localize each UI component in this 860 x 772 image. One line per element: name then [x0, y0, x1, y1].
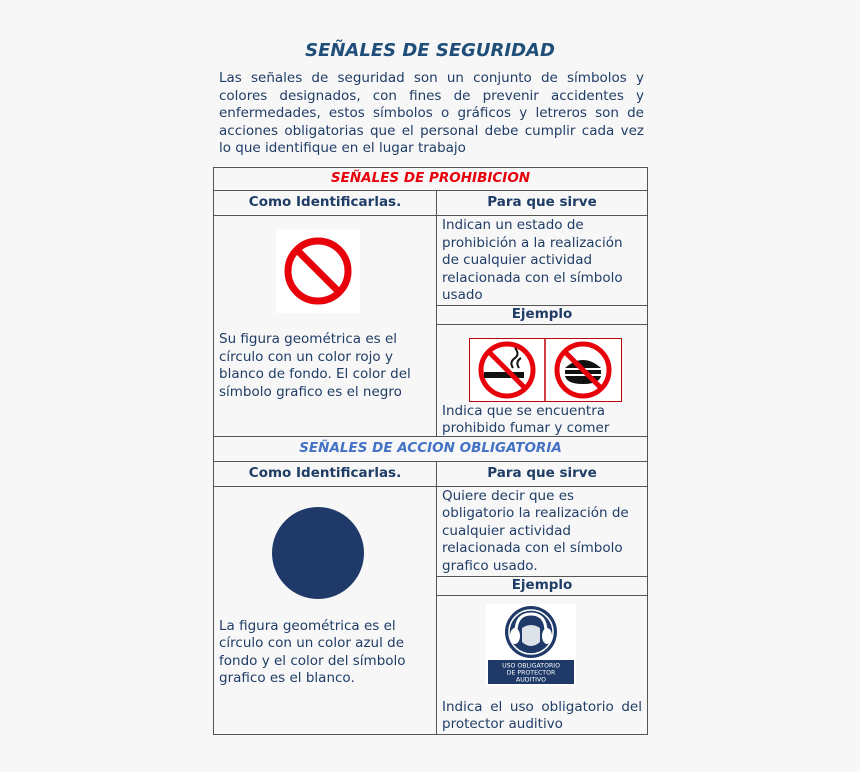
signs-table [213, 167, 648, 735]
column-header-purpose-2: Para que sirve [437, 461, 648, 486]
prohibicion-example-text: Indica que se encuentra prohibido fumar y comer [442, 402, 610, 437]
prohibicion-purpose-text: Indican un estado de prohibición a la realización de cualquier actividad relacionada con el símbolo usado [437, 216, 648, 306]
column-header-identify: Como Identificarlas. [214, 191, 437, 216]
obligatoria-identify-cell [214, 486, 437, 734]
sign-caption-line-2: DE PROTECTOR [506, 669, 556, 677]
intro-paragraph: Las señales de seguridad son un conjunto de símbolos y colores designados, con fines de prevenir accidentes y enfermedades, estos símbolos o gráficos y letreros son de acciones obligatorias que el personal debe cumplir cada vez lo que identifique en el lugar trabajo [219, 70, 644, 157]
obligatoria-example-cell [437, 595, 648, 734]
prohibicion-example-cell [437, 324, 648, 436]
obligatoria-example-label: Ejemplo [437, 576, 648, 595]
page-title: SEÑALES DE SEGURIDAD [305, 40, 555, 61]
obligatoria-identify-text: La figura geométrica es el círculo con un color azul de fondo y el color del símbolo grafico es el blanco. [219, 617, 406, 687]
prohibicion-identify-text: Su figura geométrica es el círculo con un color rojo y blanco de fondo. El color del símbolo grafico es el negro [219, 331, 411, 400]
column-header-identify-2: Como Identificarlas. [214, 461, 437, 486]
hearing-protection-sign-icon [486, 604, 576, 692]
sign-caption-line-3: AUDITIVO [516, 676, 546, 684]
obligatoria-purpose-text: Quiere decir que es obligatorio la realización de cualquier actividad relacionada con el símbolo grafico usado. [437, 486, 648, 576]
section-heading-prohibicion: SEÑALES DE PROHIBICION [214, 168, 648, 191]
obligatoria-example-text: Indica el uso obligatorio del protector auditivo [442, 698, 642, 733]
mandatory-sign-circle-icon [270, 505, 366, 607]
prohibicion-identify-cell [214, 216, 437, 437]
prohibicion-example-label: Ejemplo [437, 305, 648, 324]
column-header-purpose: Para que sirve [437, 191, 648, 216]
sign-caption-line-1: USO OBLIGATORIO [502, 662, 560, 670]
prohibition-sign-icon [276, 229, 360, 319]
no-smoking-no-eating-sign-icon [469, 338, 622, 408]
section-heading-obligatoria: SEÑALES DE ACCION OBLIGATORIA [214, 436, 648, 461]
